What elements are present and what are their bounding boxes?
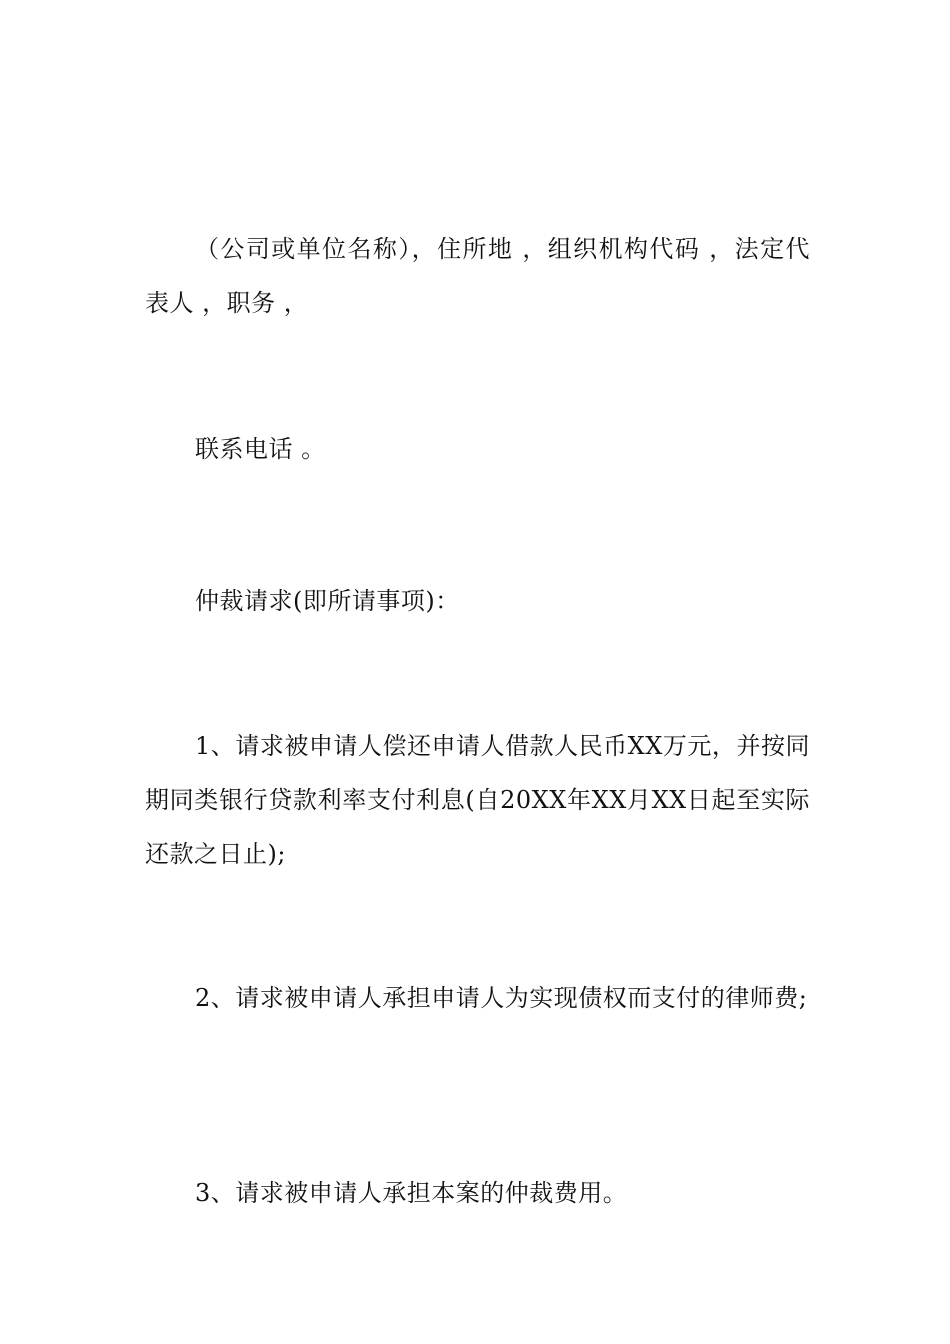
paragraph-arbitration-claims-heading: 仲裁请求(即所请事项)：: [195, 587, 460, 615]
paragraph-claim-2: 2、请求被申请人承担申请人为实现债权而支付的律师费;: [195, 984, 808, 1012]
paragraph-applicant-info: （公司或单位名称），住所地 ，组织机构代码 ，法定代表人 ，职务 ，: [145, 235, 810, 317]
paragraph-claim-3: 3、请求被申请人承担本案的仲裁费用。: [195, 1179, 628, 1207]
paragraph-contact-phone: 联系电话 。: [195, 435, 326, 463]
paragraph-claim-1: 1、请求被申请人偿还申请人借款人民币XX万元，并按同期同类银行贷款利率支付利息(自20XX年XX月XX日起至实际还款之日止);: [145, 732, 810, 868]
